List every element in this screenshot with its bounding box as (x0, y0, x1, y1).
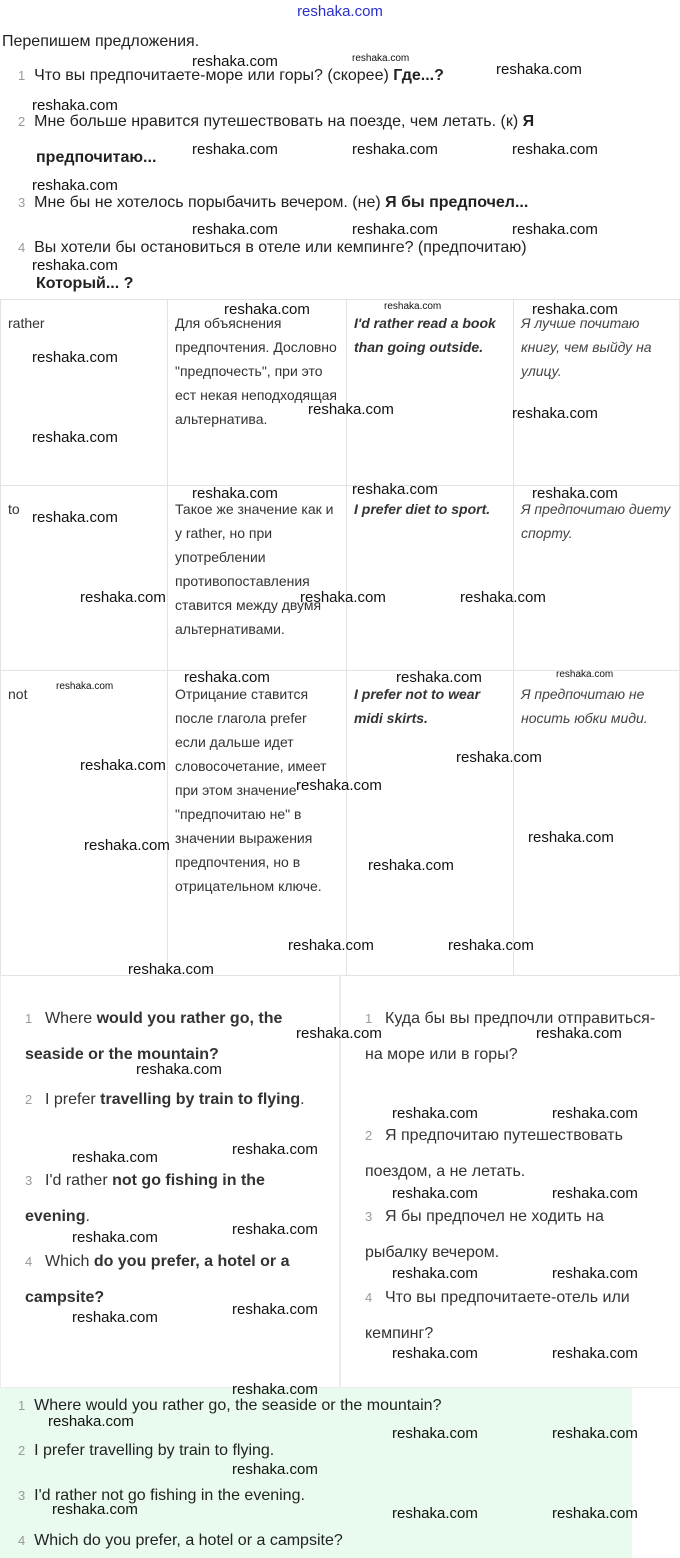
russian-list (340, 975, 680, 1388)
question-4-cont (36, 274, 133, 294)
watermark: reshaka.com (552, 1505, 638, 1522)
watermark: reshaka.com (384, 301, 442, 312)
watermark: reshaka.com (80, 589, 166, 606)
list-bold: do you prefer, a hotel or a campsite? (25, 1253, 290, 1306)
watermark: reshaka.com (352, 141, 438, 158)
question-hint: Где...? (393, 67, 444, 84)
answer-text: Where would you rather go, the seaside or the mountain? (34, 1397, 442, 1414)
watermark: reshaka.com (556, 669, 614, 680)
watermark: reshaka.com (392, 1105, 478, 1122)
watermark: reshaka.com (32, 97, 118, 114)
watermark: reshaka.com (552, 1425, 638, 1442)
watermark: reshaka.com (300, 589, 386, 606)
question-2-cont (36, 148, 156, 168)
intro-text: Перепишем предложения. (2, 33, 200, 50)
table-description: Такое же значение как и у rather, но при употреблении противопоставления ставится между двумя альтернативами. (168, 486, 347, 671)
question-number: 2 (18, 114, 26, 129)
watermark: reshaka.com (32, 509, 118, 526)
question-text: Мне бы не хотелось порыбачить вечером. (не) (34, 194, 386, 211)
list-text: I prefer (45, 1091, 101, 1108)
answer-number: 4 (18, 1533, 26, 1548)
watermark: reshaka.com (392, 1505, 478, 1522)
answer-number: 3 (18, 1488, 26, 1503)
answer-line (18, 1532, 343, 1550)
watermark: reshaka.com (192, 221, 278, 238)
answer-number: 2 (18, 1443, 26, 1458)
watermark: reshaka.com (368, 857, 454, 874)
watermark: reshaka.com (512, 221, 598, 238)
watermark: reshaka.com (392, 1265, 478, 1282)
watermark: reshaka.com (352, 53, 410, 64)
question-text: Что вы предпочитаете-море или горы? (скорее) (34, 67, 394, 84)
answer-text: I prefer travelling by train to flying. (34, 1442, 275, 1459)
question-2 (18, 112, 534, 132)
table-example: I prefer diet to sport. (347, 486, 514, 671)
answer-number: 1 (18, 1398, 26, 1413)
watermark: reshaka.com (396, 669, 482, 686)
list-item (365, 1118, 665, 1190)
question-hint: Я бы предпочел... (385, 194, 529, 211)
question-number: 4 (18, 240, 26, 255)
watermark: reshaka.com (528, 829, 614, 846)
question-hint: Я (522, 113, 535, 130)
watermark: reshaka.com (532, 301, 618, 318)
watermark: reshaka.com (72, 1229, 158, 1246)
list-text: Что вы предпочитаете-отель или кемпинг? (365, 1289, 630, 1342)
table-example: I'd rather read a book than going outside. (347, 300, 514, 486)
table-translation: Я предпочитаю не носить юбки миди. (514, 671, 680, 976)
watermark: reshaka.com (512, 405, 598, 422)
watermark: reshaka.com (392, 1425, 478, 1442)
list-number: 2 (25, 1092, 33, 1107)
watermark: reshaka.com (448, 937, 534, 954)
watermark: reshaka.com (552, 1185, 638, 1202)
list-bold: not go fishing in the evening (25, 1172, 265, 1225)
watermark: reshaka.com (232, 1381, 318, 1398)
watermark: reshaka.com (460, 589, 546, 606)
list-number: 4 (365, 1290, 373, 1305)
watermark: reshaka.com (308, 401, 394, 418)
list-item (365, 1280, 665, 1352)
watermark: reshaka.com (52, 1501, 138, 1518)
list-number: 1 (365, 1011, 373, 1026)
watermark: reshaka.com (392, 1185, 478, 1202)
list-text: Я предпочитаю путешествовать поездом, а не летать. (365, 1127, 623, 1180)
list-text: Which (45, 1253, 94, 1270)
watermark: reshaka.com (192, 141, 278, 158)
list-item (365, 1199, 665, 1271)
watermark: reshaka.com (72, 1149, 158, 1166)
table-row (1, 671, 680, 976)
watermark: reshaka.com (232, 1221, 318, 1238)
answer-text: I'd rather not go fishing in the evening. (34, 1487, 305, 1504)
table-description: Отрицание ставится после глагола prefer если дальше идет словосочетание, имеет при этом значение "предпочитаю не" в значении выражения предпочтения, но в отрицательном ключе. (168, 671, 347, 976)
watermark: reshaka.com (84, 837, 170, 854)
watermark: reshaka.com (232, 1141, 318, 1158)
table-key: to (1, 486, 168, 671)
question-4 (18, 238, 527, 258)
watermark: reshaka.com (512, 141, 598, 158)
list-text: Я бы предпочел не ходить на рыбалку вечером. (365, 1208, 604, 1261)
list-item (25, 1082, 315, 1118)
watermark: reshaka.com (32, 257, 118, 274)
answer-line (18, 1442, 274, 1460)
watermark: reshaka.com (48, 1413, 134, 1430)
question-number: 3 (18, 195, 26, 210)
list-text: . (300, 1091, 305, 1108)
list-text: Where (45, 1010, 97, 1027)
watermark: reshaka.com (288, 937, 374, 954)
list-number: 1 (25, 1011, 33, 1026)
english-list (0, 975, 340, 1388)
question-hint: Который... ? (36, 275, 134, 292)
watermark: reshaka.com (192, 53, 278, 70)
list-text: I'd rather (45, 1172, 113, 1189)
watermark: reshaka.com (128, 961, 214, 978)
watermark: reshaka.com (80, 757, 166, 774)
watermark: reshaka.com (552, 1265, 638, 1282)
question-number: 1 (18, 68, 26, 83)
watermark: reshaka.com (184, 669, 270, 686)
watermark: reshaka.com (532, 485, 618, 502)
watermark: reshaka.com (552, 1345, 638, 1362)
question-text: Мне больше нравится путешествовать на поезде, чем летать. (к) (34, 113, 523, 130)
list-number: 3 (365, 1209, 373, 1224)
table-example: I prefer not to wear midi skirts. (347, 671, 514, 976)
list-text: Куда бы вы предпочли отправиться-на море или в горы? (365, 1010, 656, 1063)
question-hint: предпочитаю... (36, 149, 157, 166)
watermark: reshaka.com (296, 777, 382, 794)
watermark: reshaka.com (232, 1301, 318, 1318)
watermark: reshaka.com (352, 221, 438, 238)
watermark: reshaka.com (136, 1061, 222, 1078)
watermark: reshaka.com (56, 681, 114, 692)
watermark: reshaka.com (352, 481, 438, 498)
watermark: reshaka.com (456, 749, 542, 766)
watermark: reshaka.com (32, 349, 118, 366)
site-link[interactable]: reshaka.com (297, 3, 383, 20)
watermark: reshaka.com (552, 1105, 638, 1122)
list-number: 2 (365, 1128, 373, 1143)
watermark: reshaka.com (32, 429, 118, 446)
list-text: . (85, 1208, 90, 1225)
watermark: reshaka.com (72, 1309, 158, 1326)
watermark: reshaka.com (192, 485, 278, 502)
watermark: reshaka.com (224, 301, 310, 318)
watermark: reshaka.com (32, 177, 118, 194)
list-bold: would you rather go, the seaside or the mountain? (25, 1010, 283, 1063)
watermark: reshaka.com (232, 1461, 318, 1478)
table-key: rather (1, 300, 168, 486)
watermark: reshaka.com (496, 61, 582, 78)
list-bold: travelling by train to flying (100, 1091, 301, 1108)
list-number: 3 (25, 1173, 33, 1188)
table-row (1, 300, 680, 486)
question-3 (18, 193, 528, 213)
table-translation: Я предпочитаю диету спорту. (514, 486, 680, 671)
watermark: reshaka.com (296, 1025, 382, 1042)
watermark: reshaka.com (392, 1345, 478, 1362)
table-translation: Я лучше почитаю книгу, чем выйду на улицу. (514, 300, 680, 486)
watermark: reshaka.com (536, 1025, 622, 1042)
table-description: Для объяснения предпочтения. Дословно "предпочесть", при это ест некая неподходящая альтернатива. (168, 300, 347, 486)
table-key: not (1, 671, 168, 976)
question-text: Вы хотели бы остановиться в отеле или кемпинге? (предпочитаю) (34, 239, 527, 256)
answer-text: Which do you prefer, a hotel or a campsite? (34, 1532, 343, 1549)
list-number: 4 (25, 1254, 33, 1269)
